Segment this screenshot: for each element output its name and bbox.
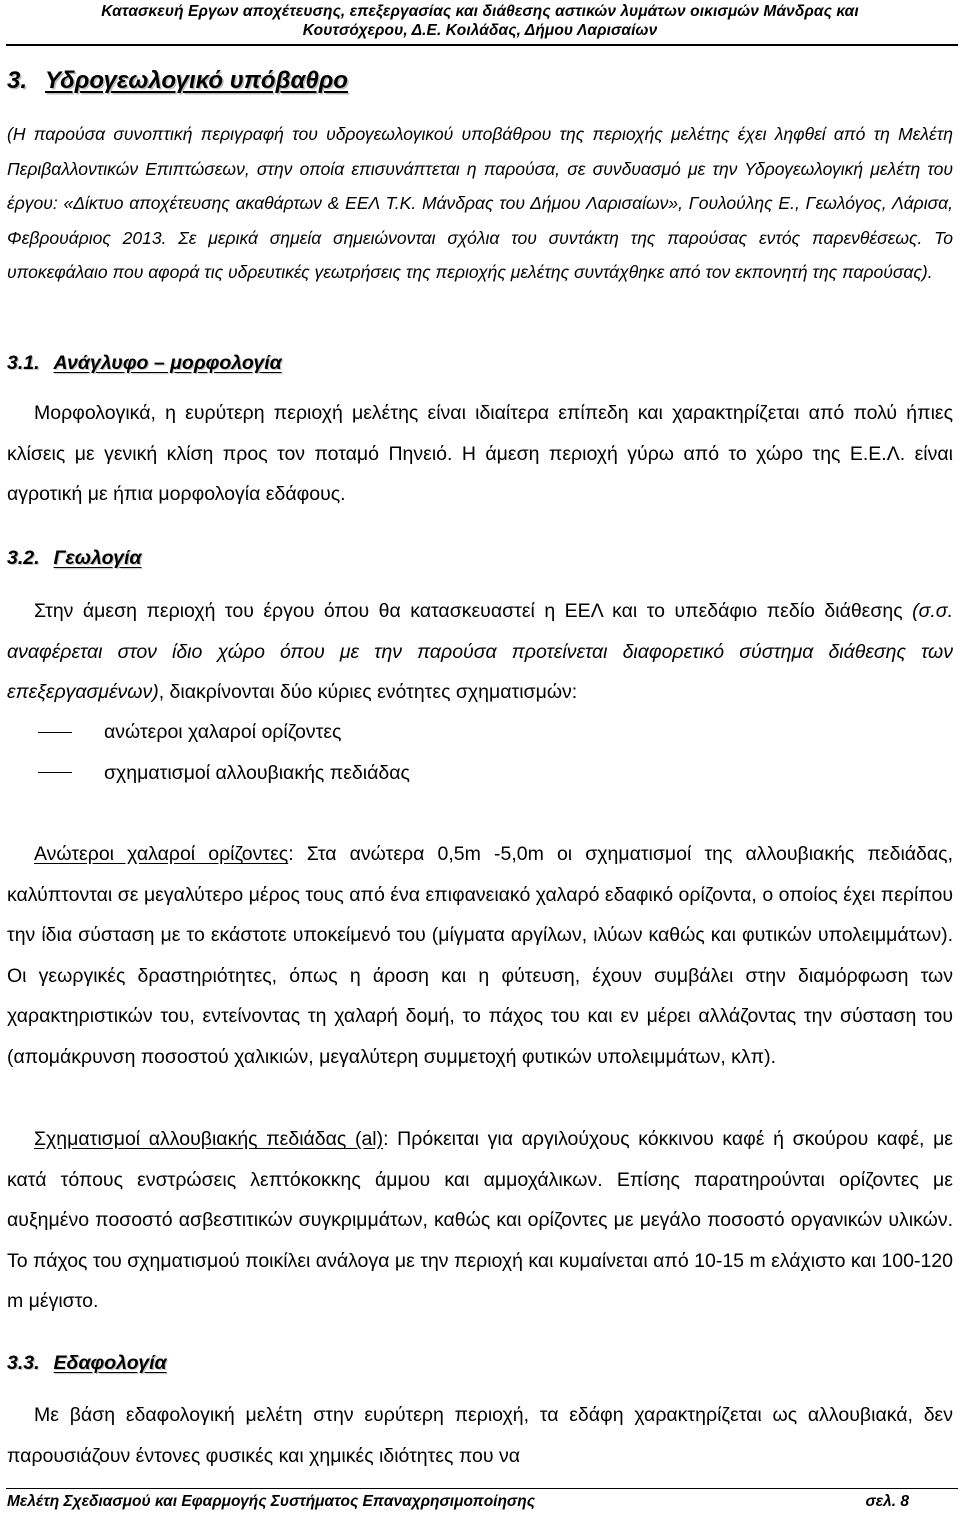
upper-horizons-text: : Στα ανώτερα 0,5m -5,0m οι σχηματισμοί της αλλουβιακής πεδιάδας, καλύπτονται σε μεγαλύτερο μέρος τους από ένα επιφανειακό χαλαρό εδαφικό ορίζοντα, ο οποίος έχει περίπου την ίδια σύσταση με το εκάστοτε υποκείμενό του (μίγματα αργίλων, ιλύων καθώς και φυτικών υπολειμμάτων). Οι γεωργικές δραστηριότητες, όπως η άροση και η φύτευση, έχουν συμβάλει στην διαμόρφωση των χαρακτηριστικών του, εντείνοντας τη χαλαρή δομή, το πάχος του και εν μέρει αλλάζοντας την σύσταση του (απομάκρυνση ποσοστού χαλικιών, μεγαλύτερη συμμετοχή φυτικών υπολειμμάτων, κλπ). bbox=[7, 843, 953, 1068]
list-item-label: ανώτεροι χαλαροί ορίζοντες bbox=[104, 721, 342, 743]
subsection-heading-3-2 bbox=[7, 545, 142, 571]
geology-intro-paragraph bbox=[7, 591, 953, 713]
alluvial-paragraph bbox=[7, 1119, 953, 1322]
subsection-heading-3-3 bbox=[7, 1350, 167, 1376]
header-line-2: Κουτσόχερου, Δ.Ε. Κοιλάδας, Δήμου Λαρισαίων bbox=[302, 22, 658, 39]
header-line-1: Κατασκευή Εργων αποχέτευσης, επεξεργασίας και διάθεσης αστικών λυμάτων οικισμών Μάνδρας και bbox=[101, 3, 859, 20]
upper-horizons-label: Ανώτεροι χαλαροί ορίζοντες bbox=[34, 843, 289, 865]
section-heading bbox=[7, 66, 348, 96]
list-item bbox=[38, 753, 410, 794]
formation-list bbox=[38, 712, 410, 793]
list-item-label: σχηματισμοί αλλουβιακής πεδιάδας bbox=[104, 761, 410, 784]
source-note: (Η παρούσα συνοπτική περιγραφή του υδρογεωλογικού υποβάθρου της περιοχής μελέτης έχει ληφθεί από τη Μελέτη Περιβαλλοντικών Επιπτώσεων, στην οποία επισυνάπτεται η παρούσα, σε συνδυασμό με την Υδρογεωλογική μελέτη του έργου: «Δίκτυο αποχέτευσης ακαθάρτων & ΕΕΛ Τ.Κ. Μάνδρας του Δήμου Λαρισαίων», Γουλούλης Ε., Γεωλόγος, Λάρισα, Φεβρουάριος 2013. Σε μερικά σημεία σημειώνονται σχόλια του συντάκτη της παρούσας εντός παρενθέσεως. Το υποκεφάλαιο που αφορά τις υδρευτικές γεωτρήσεις της περιοχής μελέτης συντάχθηκε από τον εκπονητή της παρούσας). bbox=[7, 124, 953, 282]
geology-intro-end: , διακρίνονται δύο κύριες ενότητες σχηματισμών: bbox=[158, 681, 578, 703]
footer-divider bbox=[6, 1488, 958, 1489]
alluvial-text: : Πρόκειται για αργιλούχους κόκκινου καφέ ή σκούρου καφέ, με κατά τόπους ενστρώσεις λεπτόκοκκης άμμου και αμμοχάλικων. Επίσης παρατηρούνται ορίζοντες με αυξημένο ποσοστό ασβεστιτικών συγκριμμάτων, καθώς και ορίζοντες με μεγάλο ποσοστό οργανικών υλικών. Το πάχος του σχηματισμού ποικίλει ανάλογα με την περιοχή και κυμαίνεται από 10-15 m ελάχιστο και 100-120 m μέγιστο. bbox=[7, 1128, 953, 1312]
footer-title: Μελέτη Σχεδιασμού και Εφαρμογής Συστήματος Επαναχρησιμοποίησης bbox=[7, 1493, 535, 1510]
header-divider bbox=[6, 44, 958, 46]
alluvial-label: Σχηματισμοί αλλουβιακής πεδιάδας (al) bbox=[34, 1128, 384, 1150]
dash-bullet-icon bbox=[38, 732, 72, 733]
subsection-number: 3.1. bbox=[7, 352, 40, 374]
running-header bbox=[0, 2, 960, 40]
upper-horizons-paragraph bbox=[7, 834, 953, 1077]
subsection-number: 3.2. bbox=[7, 547, 40, 569]
geology-intro-text: Στην άμεση περιοχή του έργου όπου θα κατασκευαστεί η ΕΕΛ και το υπεδάφιο πεδίο διάθεσης bbox=[34, 600, 913, 622]
subsection-heading-3-1 bbox=[7, 350, 282, 376]
subsection-title: Ανάγλυφο – μορφολογία bbox=[53, 352, 282, 374]
soil-paragraph: Με βάση εδαφολογική μελέτη στην ευρύτερη περιοχή, τα εδάφη χαρακτηρίζεται ως αλλουβιακά, δεν παρουσιάζουν έντονες φυσικές και χημικές ιδιότητες που να bbox=[7, 1404, 953, 1467]
subsection-title: Εδαφολογία bbox=[53, 1352, 167, 1374]
morphology-paragraph: Μορφολογικά, η ευρύτερη περιοχή μελέτης είναι ιδιαίτερα επίπεδη και χαρακτηρίζεται από πολύ ήπιες κλίσεις με γενική κλίση προς τον ποταμό Πηνειό. Η άμεση περιοχή γύρω από το χώρο της Ε.Ε.Λ. είναι αγροτική με ήπια μορφολογία εδάφους. bbox=[7, 402, 953, 505]
section-title: Υδρογεωλογικό υπόβαθρο bbox=[45, 67, 348, 94]
list-item bbox=[38, 712, 410, 753]
editor-comment: (σ.σ. αναφέρεται στον ίδιο χώρο όπου με την παρούσα προτείνεται διαφορετικό σύστημα διάθεσης των επεξεργασμένων) bbox=[7, 600, 953, 703]
section-number: 3. bbox=[7, 67, 28, 94]
subsection-number: 3.3. bbox=[7, 1352, 40, 1374]
page-number: σελ. 8 bbox=[865, 1493, 909, 1510]
dash-bullet-icon bbox=[38, 772, 72, 773]
subsection-title: Γεωλογία bbox=[53, 547, 142, 569]
running-footer bbox=[7, 1492, 953, 1512]
